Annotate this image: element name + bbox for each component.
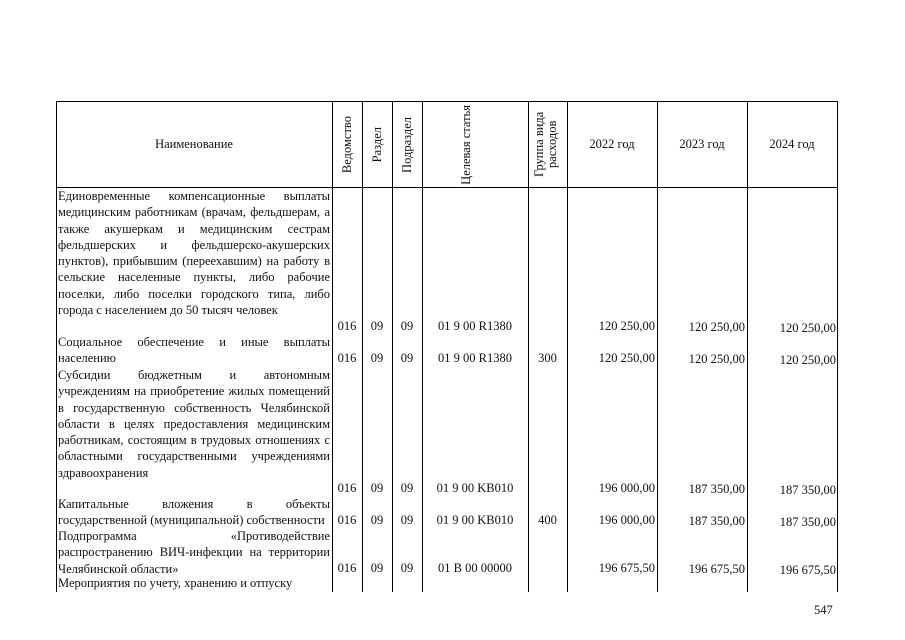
row-dept: 016 (337, 481, 357, 495)
row-2022: 120 250,00 (598, 319, 655, 333)
row-subsection: 09 (400, 319, 414, 333)
row-2024: 187 350,00 (779, 483, 836, 497)
row-2022: 196 000,00 (598, 513, 655, 527)
page-number: 547 (814, 603, 833, 617)
row-section: 09 (370, 319, 384, 333)
header-exp-group: Группа вида расходов (531, 111, 559, 178)
row-2024: 196 675,50 (779, 563, 836, 577)
row-section: 09 (370, 513, 384, 527)
row-section: 09 (370, 481, 384, 495)
row-2023: 196 675,50 (688, 562, 745, 576)
row-subsection: 09 (400, 351, 414, 365)
header-name: Наименование (155, 137, 233, 151)
table-row-name: Подпрограмма «Противодействие распространению ВИЧ-инфекции на территории Челябинской области» (58, 529, 330, 576)
row-dept: 016 (337, 561, 357, 575)
row-target: 01 9 00 R1380 (438, 351, 512, 365)
header-2022: 2022 год (589, 137, 635, 151)
row-target: 01 B 00 00000 (438, 561, 512, 575)
row-2024: 120 250,00 (779, 353, 836, 367)
row-exp: 400 (538, 513, 557, 527)
header-subsection: Подраздел (399, 116, 414, 173)
row-2023: 120 250,00 (688, 352, 745, 366)
row-2023: 187 350,00 (688, 514, 745, 528)
row-section: 09 (370, 351, 384, 365)
header-2023: 2023 год (679, 137, 725, 151)
table-row-name: Единовременные компенсационные выплаты медицинским работникам (врачам, фельдшерам, а также акушеркам и медицинским сестрам фельдшерских и фельдшерско-акушерских пунктов), прибывшим (переехавшим) на работу в сельские населенные пункты, либо рабочие поселки, либо поселки городского типа, либо города с населением до 50 тысяч человек (58, 189, 330, 318)
row-target: 01 9 00 KB010 (436, 513, 514, 527)
row-target: 01 9 00 KB010 (436, 481, 514, 495)
table-row-name: Субсидии бюджетным и автономным учреждениям на приобретение жилых помещений в государственную собственность Челябинской области в целях предоставления медицинским работникам, состоящим в трудовых отношениях с областными государственными учреждениями здравоохранения (58, 368, 330, 480)
row-subsection: 09 (400, 513, 414, 527)
header-dept: Ведомство (339, 115, 354, 174)
row-2022: 196 000,00 (598, 481, 655, 495)
header-target: Целевая статья (459, 104, 473, 185)
table-row-name: Социальное обеспечение и иные выплаты населению (58, 335, 330, 366)
table-row-name: Капитальные вложения в объекты государственной (муниципальной) собственности (58, 497, 330, 528)
row-dept: 016 (337, 319, 357, 333)
row-subsection: 09 (400, 561, 414, 575)
row-2022: 196 675,50 (598, 561, 655, 575)
row-section: 09 (370, 561, 384, 575)
row-2023: 187 350,00 (688, 482, 745, 496)
table-row-name: Мероприятия по учету, хранению и отпуску (58, 576, 293, 590)
row-dept: 016 (337, 351, 357, 365)
row-dept: 016 (337, 513, 357, 527)
row-exp: 300 (538, 351, 557, 365)
header-2024: 2024 год (769, 137, 815, 151)
row-subsection: 09 (400, 481, 414, 495)
row-2024: 120 250,00 (779, 321, 836, 335)
header-section: Раздел (369, 126, 384, 163)
budget-table (56, 101, 838, 592)
row-2023: 120 250,00 (688, 320, 745, 334)
row-2022: 120 250,00 (598, 351, 655, 365)
row-target: 01 9 00 R1380 (438, 319, 512, 333)
row-2024: 187 350,00 (779, 515, 836, 529)
